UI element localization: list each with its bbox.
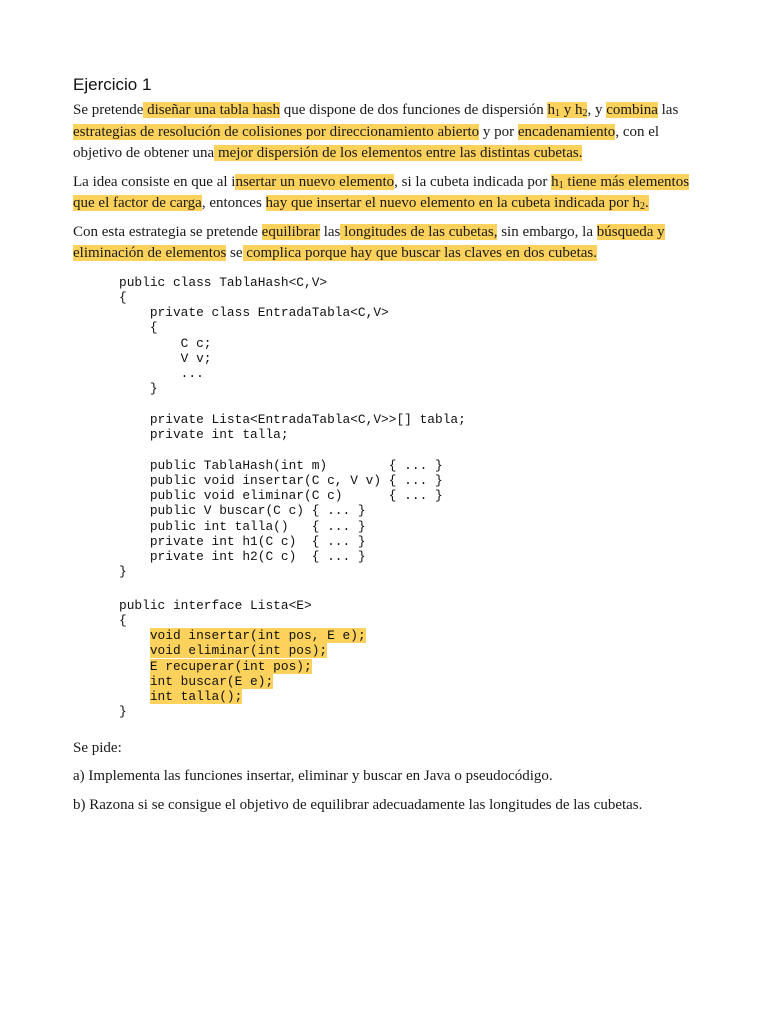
code-line: {	[119, 320, 158, 336]
highlight: longitudes de las cubetas,	[340, 223, 498, 240]
highlight: combina	[606, 102, 658, 118]
paragraph-strategy: Con esta estrategia se pretende equilibrar las longitudes de las cubetas, sin embargo, la búsqueda y eliminación de elementos se complica porque hay que buscar las claves en dos cubetas.	[73, 223, 665, 261]
code-line: public void eliminar(C c) { ... }	[119, 488, 443, 503]
highlight: encadenamiento	[517, 123, 616, 140]
code-line: ...	[119, 366, 204, 381]
code-line-method	[119, 628, 703, 643]
se-pide-label: Se pide:	[73, 739, 122, 756]
highlight: búsqueda y eliminación de elementos	[73, 223, 665, 261]
highlight: diseñar una tabla hash	[143, 102, 281, 118]
code-line: private class EntradaTabla<C,V>	[119, 305, 389, 320]
highlight: nsertar un nuevo elemento	[235, 173, 395, 190]
highlight: hay que insertar el nuevo elemento en la cubeta indicada por $h_2$.	[265, 195, 649, 212]
highlight: mejor dispersión de los elementos entre las distintas cubetas.	[214, 145, 583, 161]
highlight: equilibrar	[261, 223, 320, 240]
code-line: public int talla() { ... }	[119, 518, 366, 534]
highlight: int talla();	[149, 689, 243, 704]
code-line: private int h1(C c) { ... }	[119, 533, 366, 549]
highlight: int buscar(E e);	[149, 673, 274, 689]
code-line: public void insertar(C c, V v) { ... }	[119, 472, 443, 488]
code-line-method	[119, 674, 703, 689]
code-line: public interface Lista<E>	[119, 597, 312, 613]
highlight: E recuperar(int pos);	[149, 658, 312, 674]
highlight: void eliminar(int pos);	[149, 643, 328, 659]
exercise-title: Ejercicio 1	[73, 75, 152, 94]
code-line: private Lista<EntradaTabla<C,V>>[] tabla;	[119, 411, 466, 427]
code-line: public class TablaHash<C,V>	[119, 274, 328, 290]
code-line: C c;	[119, 335, 212, 351]
highlight: void insertar(int pos, E e);	[149, 628, 366, 643]
code-line	[119, 397, 703, 412]
question-b: b) Razona si se consigue el objetivo de equilibrar adecuadamente las longitudes de las cubetas.	[73, 796, 643, 813]
highlight: $h_1$ tiene más elementos que el factor de carga	[73, 173, 690, 211]
paragraph-intro: Se pretende diseñar una tabla hash que dispone de dos funciones de dispersión $h_1$ y $h_2$, y combina las estrategias de resolución de colisiones por direccionamiento abierto y por encadenamiento, con el objetivo de obtener una mejor dispersión de los elementos entre las distintas cubetas.	[73, 102, 679, 161]
code-line: public TablaHash(int m) { ... }	[119, 457, 443, 473]
question-a: a) Implementa las funciones insertar, eliminar y buscar en Java o pseudocódigo.	[73, 768, 553, 784]
code-line: }	[119, 381, 158, 397]
code-line: }	[119, 564, 127, 580]
code-line-method	[119, 689, 703, 704]
code-block-lista-interface	[119, 598, 703, 720]
code-line	[119, 442, 703, 457]
code-line-method	[119, 643, 703, 658]
code-line: }	[119, 704, 127, 720]
code-line: {	[119, 612, 127, 628]
highlight: complica porque hay que buscar las claves en dos cubetas.	[242, 245, 597, 261]
code-line: private int talla;	[119, 427, 289, 442]
paragraph-idea: La idea consiste en que al insertar un nuevo elemento, si la cubeta indicada por $h_1$ tiene más elementos que el factor de carga, entonces hay que insertar el nuevo elemento en la cubeta indicada por $h_2$.	[73, 173, 690, 212]
highlight: $h_1$ y $h_2$	[547, 102, 588, 119]
code-line: V v;	[119, 350, 212, 366]
code-line: {	[119, 289, 127, 305]
code-line: private int h2(C c) { ... }	[119, 549, 366, 564]
code-block-tablahash	[119, 275, 703, 580]
code-line-method	[119, 659, 703, 674]
document-content	[73, 74, 703, 823]
code-line: public V buscar(C c) { ... }	[119, 503, 366, 519]
highlight: estrategias de resolución de colisiones por direccionamiento abierto	[73, 123, 480, 140]
